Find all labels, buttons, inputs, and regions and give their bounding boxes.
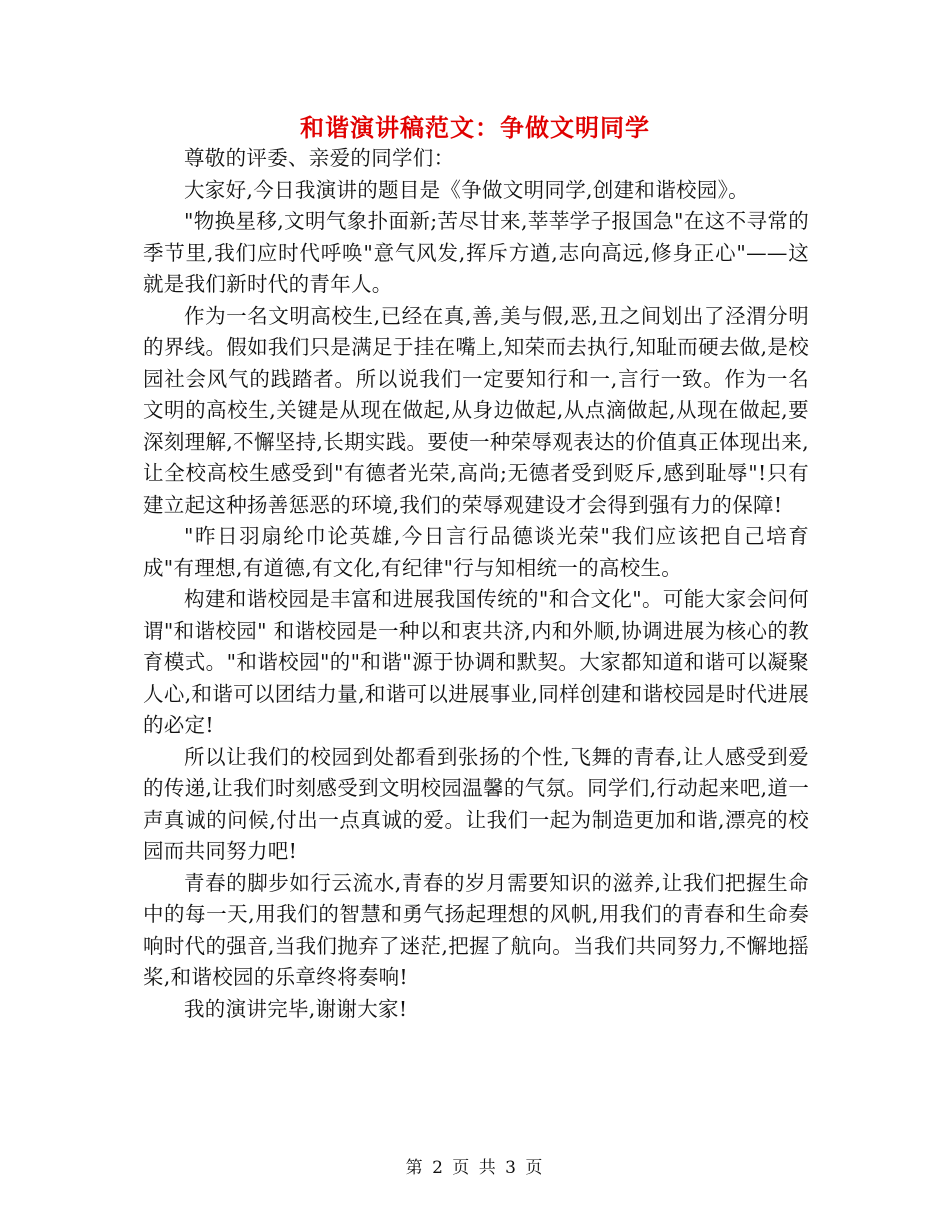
paragraph-youth: 青春的脚步如行云流水,青春的岁月需要知识的滋养,让我们把握生命中的每一天,用我们的智慧和勇气扬起理想的风帆,用我们的青春和生命奏响时代的强音,当我们抛弃了迷茫,把握了航向。当我们共同努力,不懈地摇桨,和谐校园的乐章终将奏响! bbox=[143, 870, 809, 989]
paragraph-greeting: 大家好,今日我演讲的题目是《争做文明同学,创建和谐校园》。 bbox=[184, 177, 749, 202]
document-title: 和谐演讲稿范文：争做文明同学 bbox=[300, 114, 650, 142]
paragraph-call-to-action: 所以让我们的校园到处都看到张扬的个性,飞舞的青春,让人感受到爱的传递,让我们时刻感受到文明校园温馨的气氛。同学们,行动起来吧,道一声真诚的问候,付出一点真诚的爱。让我们一起为制造更加和谐,漂亮的校园而共同努力吧! bbox=[143, 744, 809, 863]
paragraph-ideals: "昨日羽扇纶巾论英雄,今日言行品德谈光荣"我们应该把自己培育成"有理想,有道德,有文化,有纪律"行与知相统一的高校生。 bbox=[143, 524, 809, 580]
paragraph-salutation: 尊敬的评委、亲爱的同学们： bbox=[184, 146, 455, 170]
document-body bbox=[143, 143, 809, 1025]
paragraph-civilized-student: 作为一名文明高校生,已经在真,善,美与假,恶,丑之间划出了泾渭分明的界线。假如我们只是满足于挂在嘴上,知荣而去执行,知耻而硬去做,是校园社会风气的践踏者。所以说我们一定要知行和一,言行一致。作为一名文明的高校生,关键是从现在做起,从身边做起,从点滴做起,从现在做起,要深刻理解,不懈坚持,长期实践。要使一种荣辱观表达的价值真正体现出来,让全校高校生感受到"有德者光荣,高尚;无德者受到贬斥,感到耻辱"!只有建立起这种扬善惩恶的环境,我们的荣辱观建设才会得到强有力的保障! bbox=[143, 303, 809, 517]
page-number-footer: 第 2 页 共 3 页 bbox=[405, 1158, 545, 1178]
paragraph-harmonious-campus: 构建和谐校园是丰富和进展我国传统的"和合文化"。可能大家会问何谓"和谐校园" 和谐校园是一种以和衷共济,内和外顺,协调进展为核心的教育模式。"和谐校园"的"和谐"源于协调和默契。大家都知道和谐可以凝聚人心,和谐可以团结力量,和谐可以进展事业,同样创建和谐校园是时代进展的必定! bbox=[143, 587, 809, 737]
paragraph-closing: 我的演讲完毕,谢谢大家! bbox=[184, 996, 408, 1021]
paragraph-intro: "物换星移,文明气象扑面新;苦尽甘来,莘莘学子报国急"在这不寻常的季节里,我们应时代呼唤"意气风发,挥斥方遒,志向高远,修身正心"——这就是我们新时代的青年人。 bbox=[143, 209, 809, 296]
